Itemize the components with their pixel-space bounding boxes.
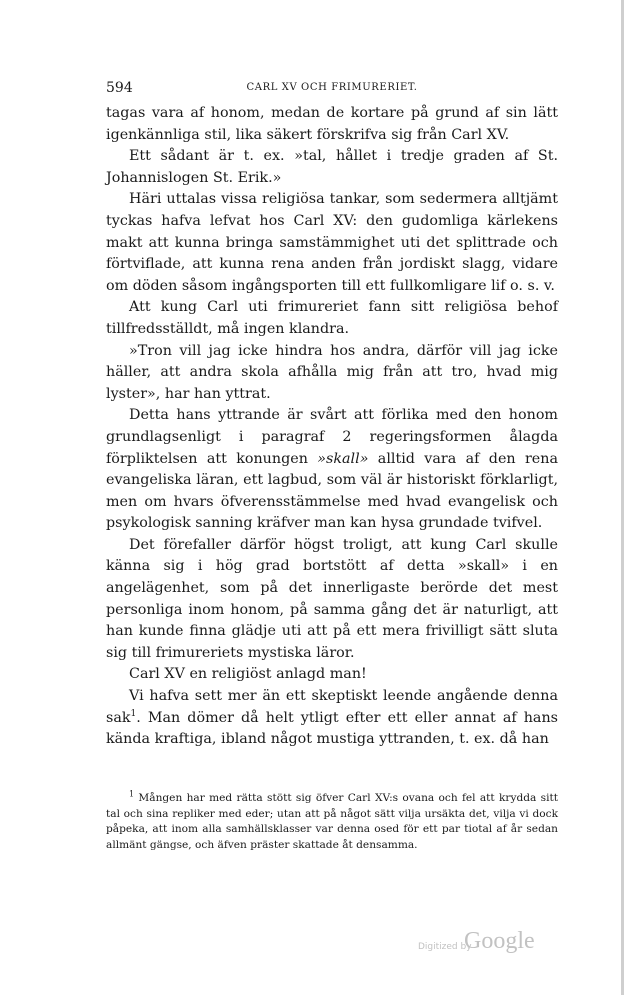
paragraph-1: tagas vara af honom, medan de kortare på grund af sin lätt igenkännliga stil, lika säkert förskrifva sig från Carl XV. (106, 105, 558, 143)
page-number: 594 (106, 80, 133, 96)
page-header (106, 80, 558, 98)
paragraph-6-emphasis: »skall» (317, 450, 369, 467)
paragraph-7: Det förefaller därför högst troligt, att kung Carl skulle känna sig i hög grad bortstött af detta »skall» i en angelägenhet, som på det innerligaste berörde det mest personliga inom honom, på samma gång det är naturligt, att han kunde finna glädje uti att på ett mera frivilligt sätt sluta sig till frimureriets mystiska läror. (106, 536, 558, 661)
footnote-reference: 1 (130, 708, 137, 719)
watermark-brand: Google (464, 928, 535, 954)
paragraph-9 (106, 686, 558, 751)
paragraph-9-text-a: Vi hafva sett mer än ett skeptiskt leende angående denna sak (106, 688, 558, 726)
paragraph-5: »Tron vill jag icke hindra hos andra, därför vill jag icke häller, att andra skola afhålla mig från att tro, hvad mig lyster», har han yttrat. (106, 342, 558, 402)
paragraph-2: Ett sådant är t. ex. »tal, hållet i tredje graden af St. Johannislogen St. Erik.» (106, 148, 558, 186)
footnote-1 (106, 791, 558, 853)
paragraph-9-text-b: . Man dömer då helt ytligt efter ett eller annat af hans kända kraftiga, ibland något mustiga yttranden, t. ex. då han (106, 709, 558, 748)
footnote-text: Mången har med rätta stött sig öfver Carl XV:s ovana och fel att krydda sitt tal och sina repliker med eder; utan att på något sätt vilja ursäkta det, vilja vi dock påpeka, att inom alla samhällsklasser var denna osed för ett par tiotal af år sedan allmänt gängse, och äfven präster skattade åt densamma. (106, 792, 558, 851)
footnotes (106, 791, 558, 853)
paragraph-6 (106, 405, 558, 535)
watermark-prefix: Digitized by (418, 942, 472, 952)
body-text (106, 103, 558, 751)
paragraph-3: Häri uttalas vissa religiösa tankar, som sedermera alltjämt tyckas hafva lefvat hos Carl XV: den gudomliga kärlekens makt att kunna bringa samstämmighet uti det splittrade och förtviflade, att kunna rena anden från jordiskt slagg, vidare om döden såsom ingångsporten till ett fullkomligare lif o. s. v. (106, 191, 558, 294)
google-watermark (418, 928, 548, 958)
paragraph-6-text-b: alltid vara af den rena evangeliska läran, ett lagbud, som väl är historiskt förklarligt, men om hvars öfverensstämmelse med hvad evangelisk och psykologisk sanning kräfver man kan hysa grundade tvifvel. (106, 450, 558, 532)
paragraph-4: Att kung Carl uti frimureriet fann sitt religiösa behof tillfredsställdt, må ingen klandra. (106, 299, 558, 337)
running-title: CARL XV OCH FRIMURERIET. (246, 82, 418, 93)
footnote-mark: 1 (129, 789, 135, 799)
paragraph-8: Carl XV en religiöst anlagd man! (129, 666, 367, 683)
paragraph-6-text-a: Detta hans yttrande är svårt att förlika med den honom grundlagsenligt i paragraf 2 regeringsformen ålagda förpliktelsen att konungen (106, 407, 558, 467)
